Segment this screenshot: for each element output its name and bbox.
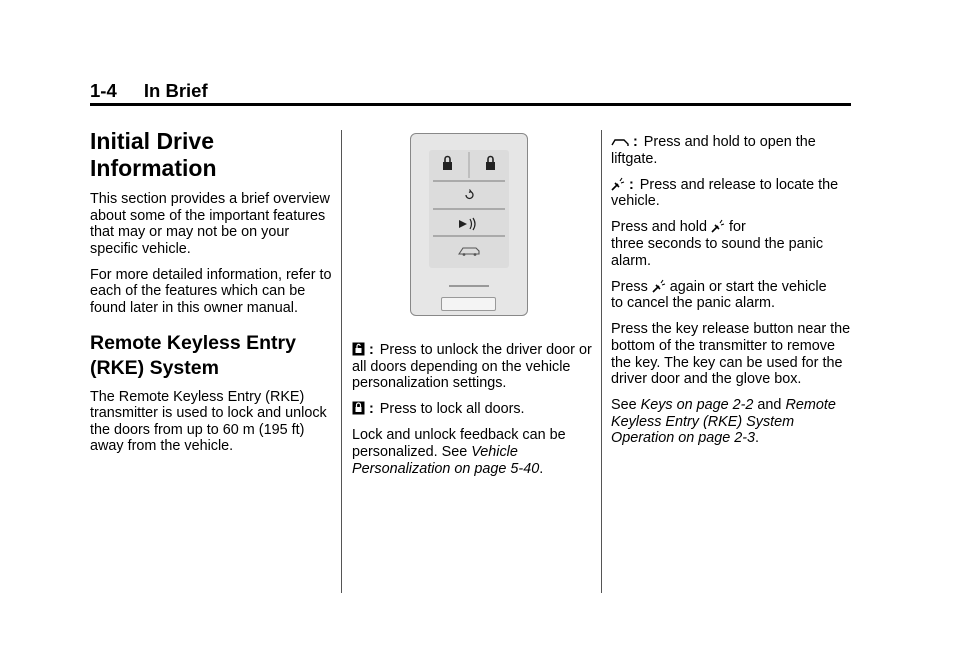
liftgate-icon (611, 137, 629, 148)
locate-description (611, 177, 851, 210)
panic-cancel-description (611, 279, 851, 312)
fob-key-slot (449, 285, 489, 287)
lock-icon (352, 401, 365, 415)
lock-text: Press to lock all doors. (379, 401, 525, 418)
chapter-title: In Brief (143, 80, 208, 101)
column-divider-left (341, 130, 342, 593)
column-divider-right (601, 130, 602, 593)
unlock-icon (352, 342, 365, 356)
panic-horn-icon (433, 210, 505, 236)
locate-colon: : (629, 176, 634, 193)
feedback-end: . (539, 460, 544, 477)
see-end: . (755, 430, 760, 447)
press-pre: Press (611, 278, 648, 295)
intro-paragraph: This section provides a brief overview about some of the important features that may or may not be on your specific vehicle. (90, 191, 330, 257)
feedback-text: Lock and unlock feedback can be personalized. See (352, 427, 566, 460)
panic-horn-icon (611, 177, 625, 191)
unlock-text: Press to unlock the driver door or all doors depending on the vehicle personalization settings. (352, 342, 592, 392)
header-rule (90, 103, 851, 106)
feedback-paragraph (352, 427, 592, 477)
press-text-2: to cancel the panic alarm. (611, 295, 775, 312)
remote-start-icon (433, 182, 505, 208)
see-pre: See (611, 397, 641, 414)
unlock-description (352, 342, 592, 392)
page-header (90, 80, 850, 102)
panic-horn-icon-inline (711, 219, 725, 233)
key-fob-illustration (410, 133, 528, 316)
keys-link[interactable]: Keys on page 2-2 (640, 397, 754, 414)
key-release-paragraph: Press the key release button near the bottom of the transmitter to remove the key. The key can be used for the driver door and the glove box. (611, 321, 851, 388)
fob-panic-button (433, 210, 505, 236)
unlock-colon: : (369, 342, 374, 358)
see-mid: and (753, 397, 786, 414)
press-post: again or start the vehicle (669, 278, 827, 295)
liftgate-icon (433, 237, 505, 263)
lock-colon: : (369, 401, 374, 418)
liftgate-description (611, 134, 851, 167)
vehicle-personalization-link[interactable]: Vehicle Personalization on page 5-40 (352, 443, 540, 477)
fob-remote-start-button (433, 182, 505, 208)
fob-liftgate-button (433, 237, 505, 263)
panic-horn-icon-inline-2 (652, 279, 666, 293)
column-1 (90, 128, 332, 465)
hold-post: for (729, 219, 746, 236)
lock-description (352, 401, 592, 418)
fob-lock-unlock-row (433, 152, 505, 178)
page-number: 1-4 (90, 80, 117, 101)
column-2 (352, 342, 592, 487)
panic-hold-description (611, 219, 851, 269)
detail-paragraph: For more detailed information, refer to each of the features which can be found later in this owner manual. (90, 266, 332, 317)
lock-unlock-icons (433, 152, 505, 178)
section-heading-initial-drive: Initial Drive Information (90, 128, 217, 181)
hold-pre: Press and hold (611, 219, 707, 236)
rke-operation-link[interactable]: Remote Keyless Entry (RKE) System Operation on page 2-3 (611, 397, 836, 447)
hold-text-2: three seconds to sound the panic alarm. (611, 235, 824, 269)
section-heading-rke: Remote Keyless Entry (RKE) System (90, 331, 296, 379)
liftgate-text: Press and hold to open the liftgate. (611, 134, 816, 167)
fob-key-release (441, 297, 496, 311)
column-3 (611, 134, 851, 457)
liftgate-colon: : (633, 134, 638, 150)
locate-text: Press and release to locate the vehicle. (611, 176, 839, 210)
see-also-paragraph (611, 397, 851, 447)
rke-paragraph: The Remote Keyless Entry (RKE) transmitter is used to lock and unlock the doors from up to 60 m (195 ft) away from the vehicle. (90, 388, 327, 455)
